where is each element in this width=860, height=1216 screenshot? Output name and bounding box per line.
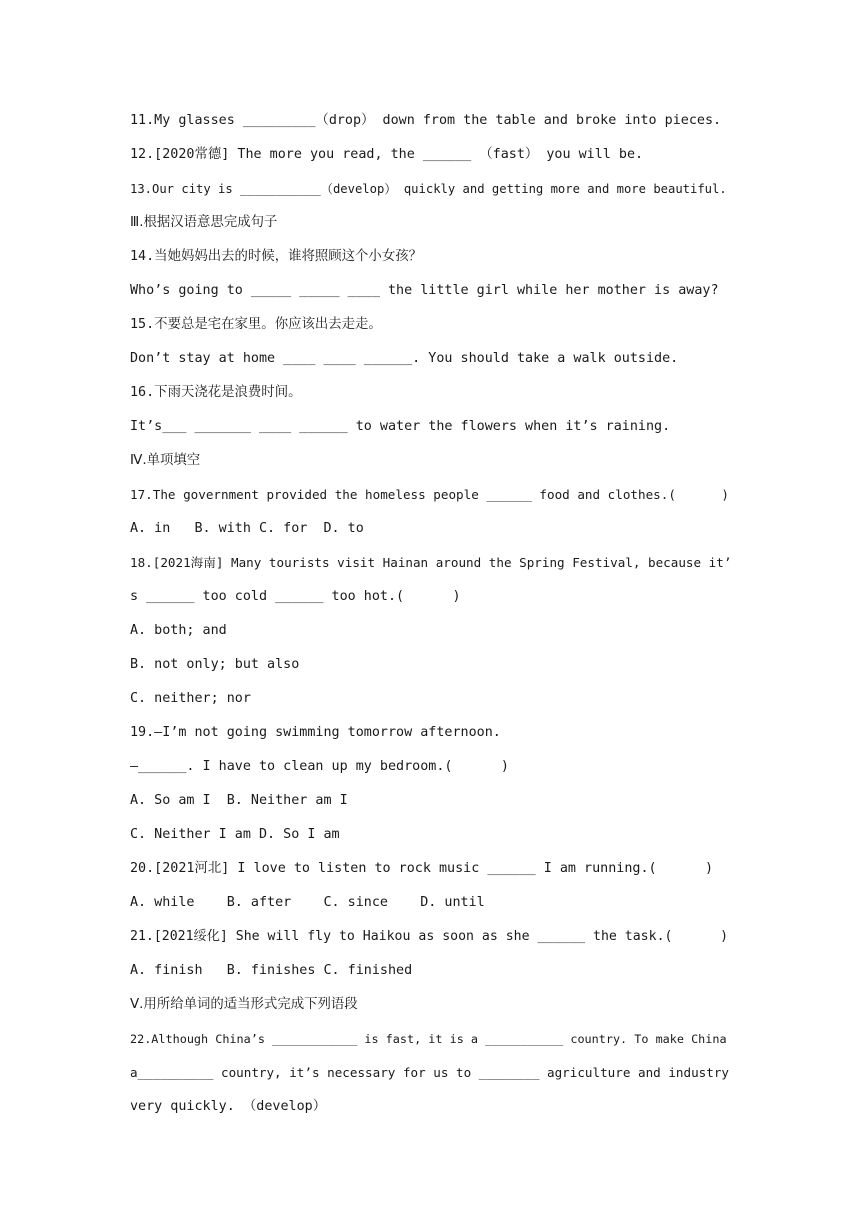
question-19-options-cd: C. Neither I am D. So I am: [130, 827, 340, 842]
question-16-chinese: 16.下雨天浇花是浪费时间。: [130, 385, 302, 400]
worksheet-page: [130, 104, 734, 1124]
question-20-options: A. while B. after C. since D. until: [130, 895, 485, 910]
question-12: 12.[2020常德] The more you read, the ______ （fast） you will be.: [130, 147, 644, 162]
question-18-option-b: B. not only; but also: [130, 657, 300, 672]
section-3-heading: Ⅲ.根据汉语意思完成句子: [130, 215, 278, 230]
question-19-options-ab: A. So am I B. Neither am I: [130, 793, 348, 808]
question-22-line-1: 22.Although China’s ____________ is fast, it is a ___________ country. To make China: [130, 1032, 727, 1046]
question-16-english: It’s___ _______ ____ ______ to water the flowers when it’s raining.: [130, 419, 671, 434]
question-15-chinese: 15.不要总是宅在家里。你应该出去走走。: [130, 317, 382, 332]
question-17: 17.The government provided the homeless people ______ food and clothes.( ): [130, 487, 729, 502]
question-15-english: Don’t stay at home ____ ____ ______. You should take a walk outside.: [130, 351, 679, 366]
question-19-response: —______. I have to clean up my bedroom.( ): [130, 759, 509, 774]
question-20: 20.[2021河北] I love to listen to rock music ______ I am running.( ): [130, 861, 714, 876]
question-19: 19.—I’m not going swimming tomorrow afternoon.: [130, 725, 501, 740]
question-14-chinese: 14.当她妈妈出去的时候，谁将照顾这个小女孩？: [130, 249, 422, 264]
question-14-english: Who’s going to _____ _____ ____ the little girl while her mother is away?: [130, 283, 719, 298]
question-22-line-3: very quickly. （develop）: [130, 1099, 327, 1114]
question-21-options: A. finish B. finishes C. finished: [130, 963, 413, 978]
question-22-line-2: a__________ country, it’s necessary for us to ________ agriculture and industry: [130, 1065, 729, 1080]
section-4-heading: Ⅳ.单项填空: [130, 453, 201, 468]
question-18-option-c: C. neither; nor: [130, 691, 251, 706]
question-18-option-a: A. both; and: [130, 623, 227, 638]
question-21: 21.[2021绥化] She will fly to Haikou as soon as she ______ the task.( ): [130, 929, 729, 944]
question-18-continued: s ______ too cold ______ too hot.( ): [130, 589, 461, 604]
question-13: 13.Our city is ___________（develop） quickly and getting more and more beautiful.: [130, 182, 727, 196]
section-5-heading: Ⅴ.用所给单词的适当形式完成下列语段: [130, 997, 358, 1012]
question-11: 11.My glasses _________（drop） down from the table and broke into pieces.: [130, 113, 722, 128]
question-17-options: A. in B. with C. for D. to: [130, 521, 364, 536]
question-18: 18.[2021海南] Many tourists visit Hainan around the Spring Festival, because it’: [130, 555, 732, 570]
